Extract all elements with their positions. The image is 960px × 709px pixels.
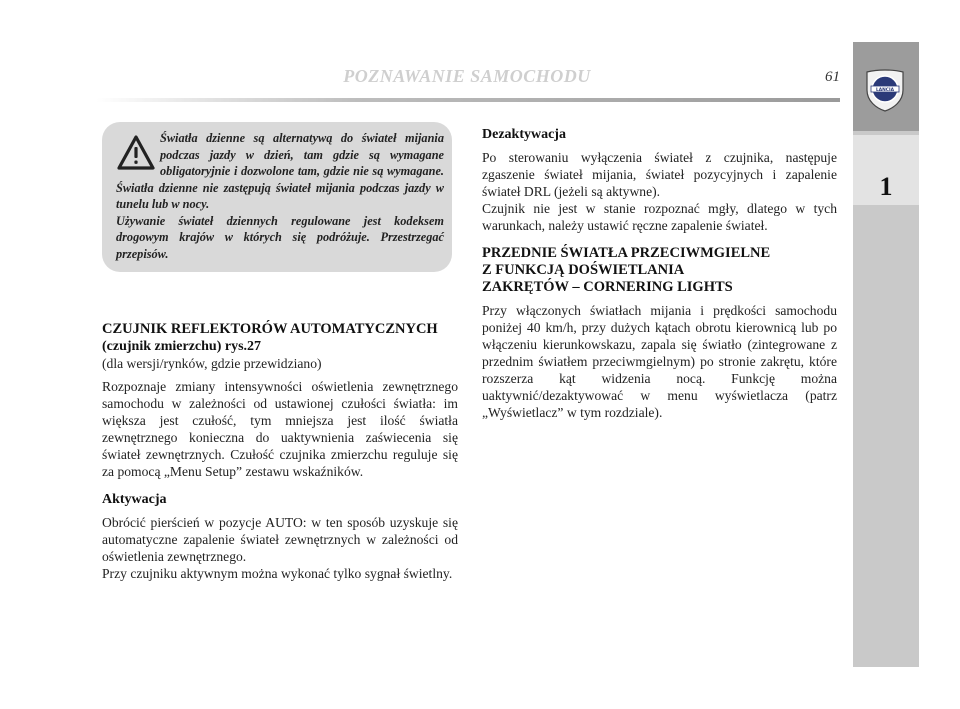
deactivation-paragraph-2: Czujnik nie jest w stanie rozpoznać mgły, dlatego w tych warunkach, należy ustawić ręczne zapalenie świateł. <box>482 201 837 233</box>
warning-paragraph: Światła dzienne są alternatywą do świateł mijania podczas jazdy w dzień, tam gdzie są wymagane obligatoryjnie i dozwolone tam, gdzie nie są wymagane. Światła dzienne nie zastępują świateł mijania podczas jazdy w tunelu lub w nocy. <box>116 131 444 211</box>
fog-lights-paragraph: Przy włączonych światłach mijania i prędkości samochodu poniżej 40 km/h, przy dużych kątach obrotu kierownicą lub po włączeniu kierunkowskazu, zapala się światło (zintegrowane z przednim światłem przeciwmgielnym) po stronie zakrętu, które rozszerza kąt widzenia nocą. Funkcję można uaktywnić/dezaktywować w menu wyświetlacza (patrz „Wyświetlacz” w tym rozdziale). <box>482 303 837 420</box>
logo-box <box>853 42 919 131</box>
deactivation-paragraph: Po sterowaniu wyłączenia świateł z czujnika, następuje zgaszenie świateł mijania, świateł pozycyjnych i zapalenie świateł DRL (jeżeli są aktywne). <box>482 150 837 199</box>
fog-lights-heading-line1: PRZEDNIE ŚWIATŁA PRZECIWMGIELNE <box>482 245 771 261</box>
chapter-number: 1 <box>879 172 893 201</box>
activation-paragraph-2: Przy czujniku aktywnym można wykonać tylko sygnał świetlny. <box>102 566 453 581</box>
lancia-logo-icon <box>864 68 906 112</box>
warning-box <box>102 122 452 272</box>
sensor-description: Rozpoznaje zmiany intensywności oświetlenia zewnętrznego samochodu w zależności od ustawionej czułości światła: im większa jest czułość, tym mniejsza jest ilość światła zewnętrznego konieczna do uaktywnienia zaświecenia się świateł zewnętrznych. Czułość czujnika zmierzchu reguluje się za pomocą „Menu Setup” zestawu wskaźników. <box>102 379 458 479</box>
activation-heading: Aktywacja <box>102 492 167 507</box>
logo-text: LANCIA <box>875 88 895 93</box>
right-column <box>482 126 837 421</box>
warning-paragraph-2: Używanie świateł dziennych regulowane jest kodeksem drogowym krajów w których się podróżuje. Przestrzegać przepisów. <box>116 213 444 261</box>
sensor-heading: CZUJNIK REFLEKTORÓW AUTOMATYCZNYCH <box>102 321 438 337</box>
fog-lights-heading-line2: Z FUNKCJĄ DOŚWIETLANIA <box>482 262 685 278</box>
activation-paragraph: Obrócić pierścień w pozycje AUTO: w ten sposób uzyskuje się automatyczne zapalenie świateł zewnętrznych w zależności od oświetlenia zewnętrznego. <box>102 515 458 564</box>
sensor-note: (dla wersji/rynków, gdzie przewidziano) <box>102 356 322 371</box>
page-number: 61 <box>825 69 840 85</box>
deactivation-heading: Dezaktywacja <box>482 127 566 142</box>
fog-lights-heading-line3: ZAKRĘTÓW – CORNERING LIGHTS <box>482 279 733 295</box>
header-divider <box>96 98 840 102</box>
section-title: POZNAWANIE SAMOCHODU <box>343 66 591 86</box>
left-column <box>102 321 458 582</box>
warning-text-block <box>116 130 444 262</box>
sensor-subheading: (czujnik zmierzchu) rys.27 <box>102 339 262 354</box>
chapter-sidebar <box>853 42 919 667</box>
